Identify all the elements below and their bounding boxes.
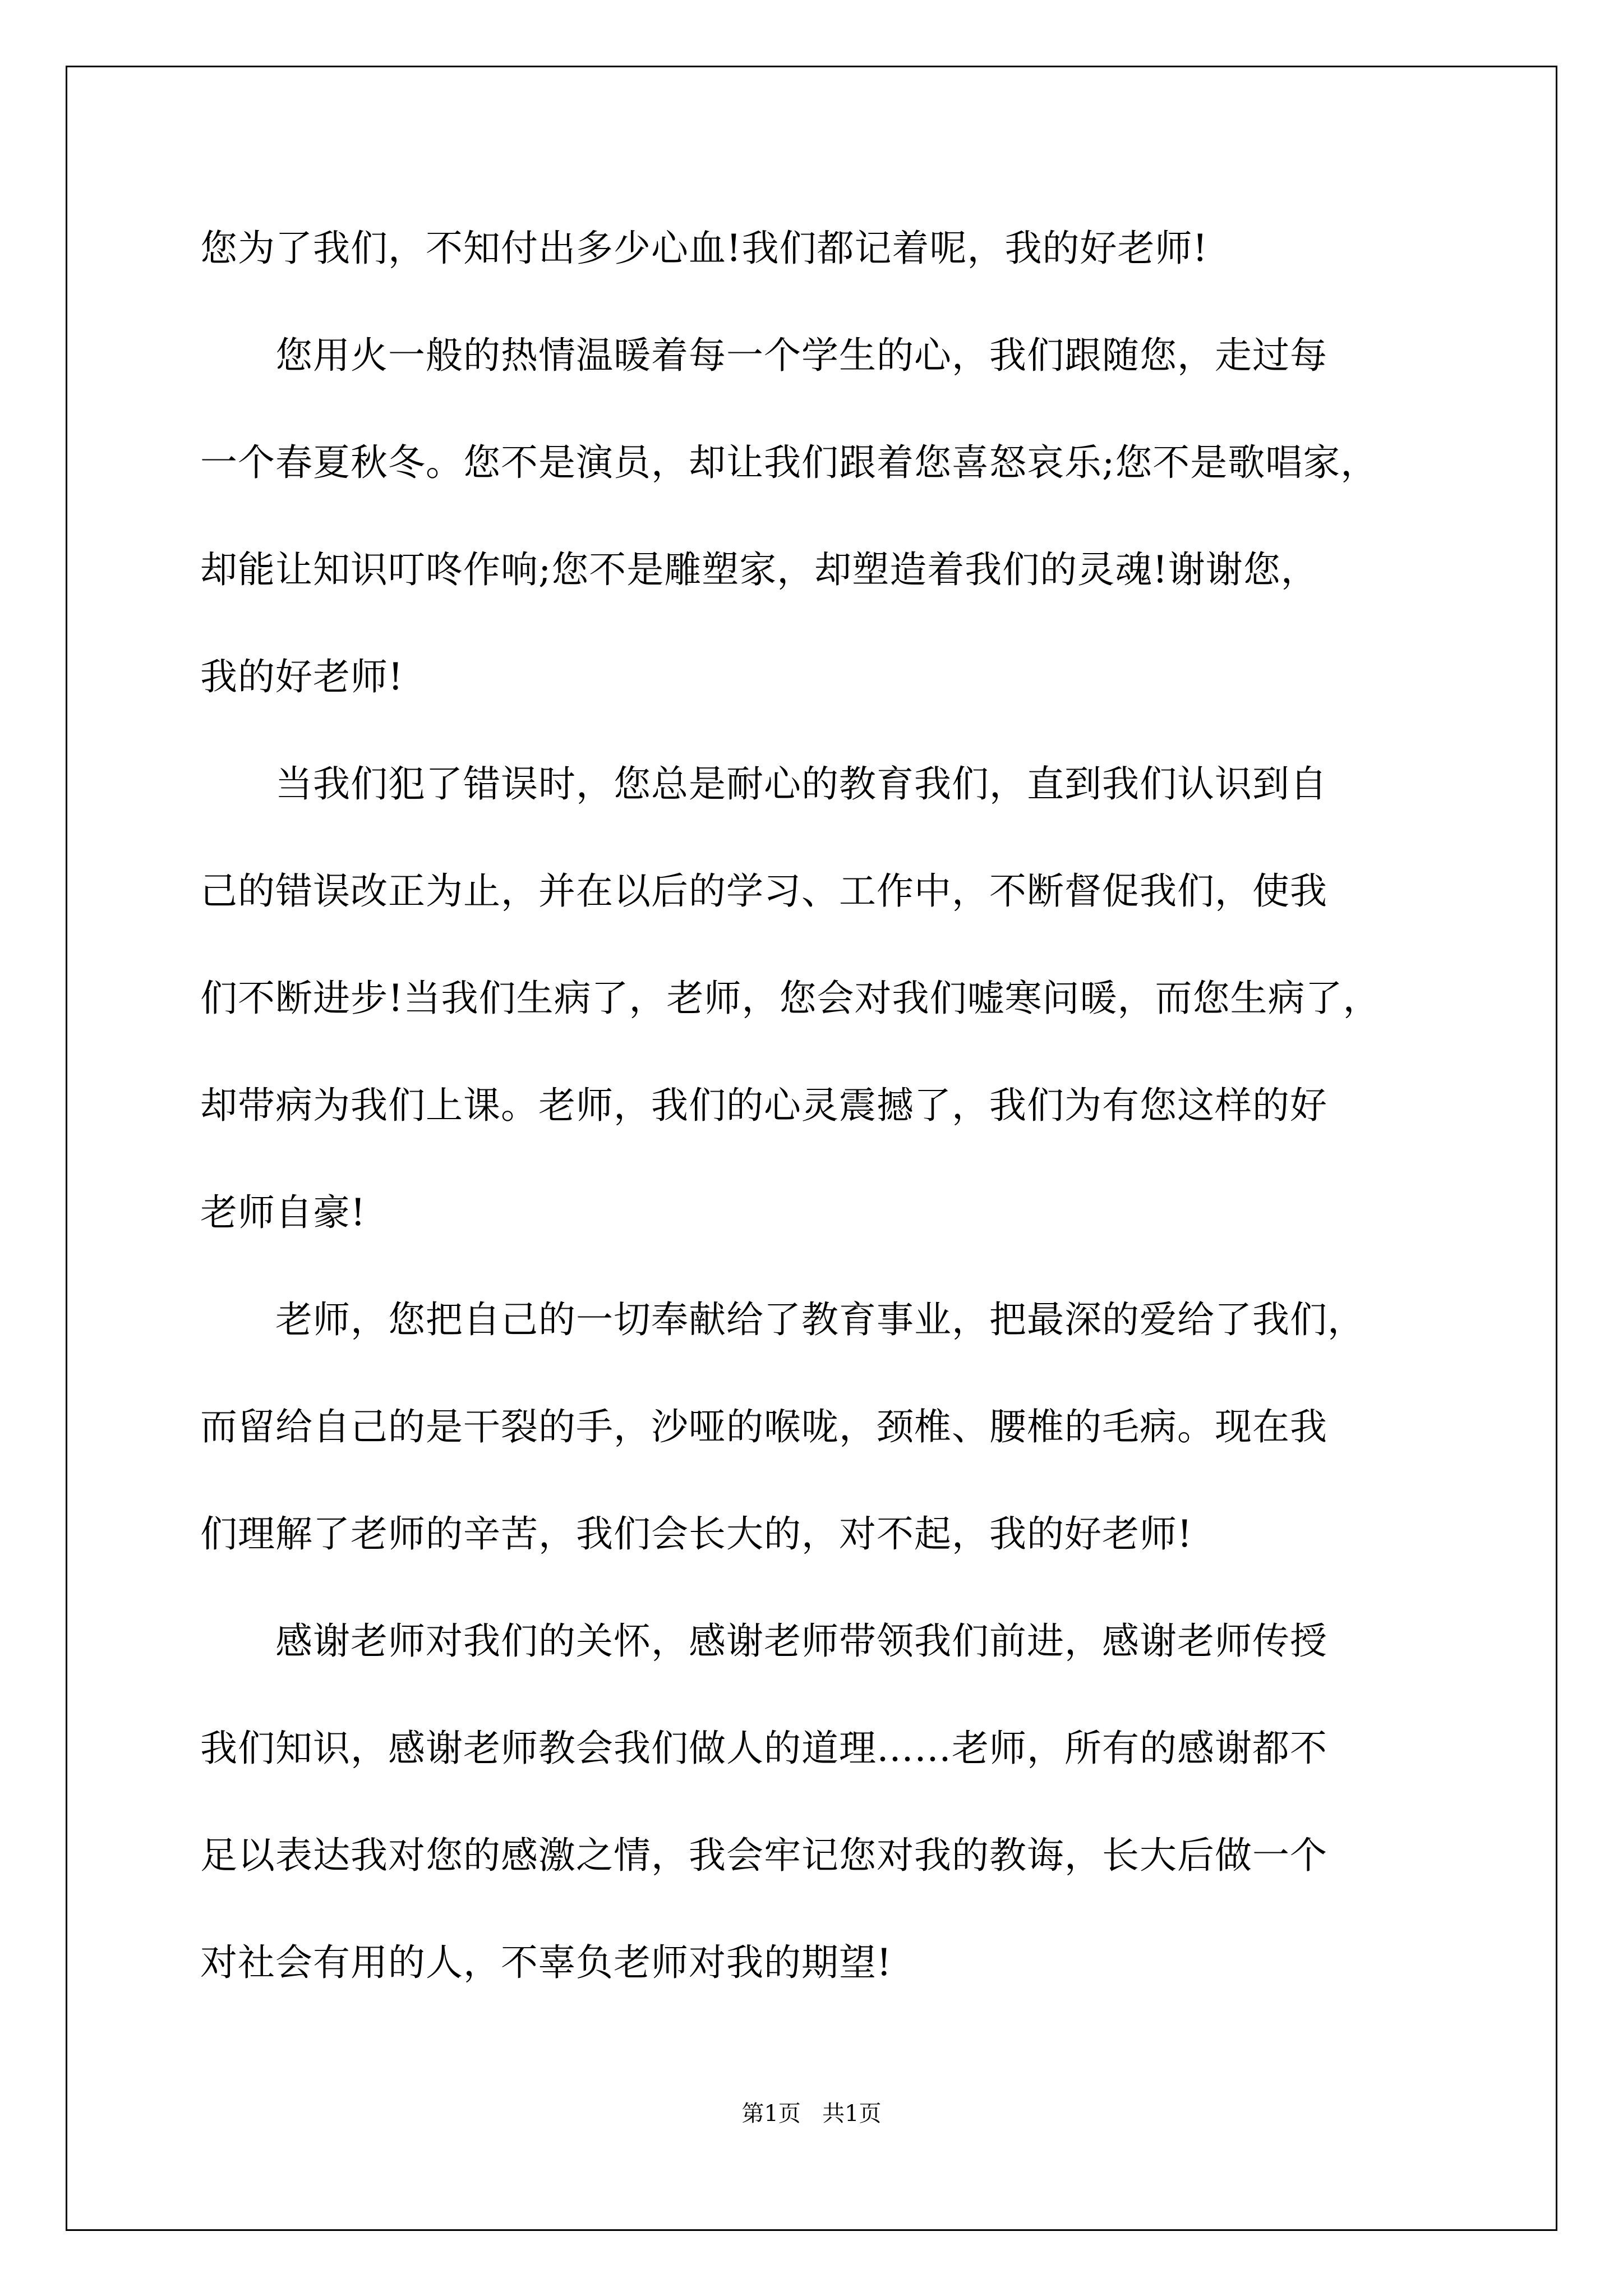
text-line: 老师自豪! <box>200 1191 366 1234</box>
text-line: 老师，您把自己的一切奉献给了教育事业，把最深的爱给了我们， <box>200 1298 1365 1341</box>
text-line: 却带病为我们上课。老师，我们的心灵震撼了，我们为有您这样的好 <box>200 1084 1327 1127</box>
page-number: 第1页 <box>741 2101 801 2127</box>
text-line: 己的错误改正为止，并在以后的学习、工作中，不断督促我们，使我 <box>200 869 1327 913</box>
text-line: 们理解了老师的辛苦，我们会长大的，对不起，我的好老师! <box>200 1512 1193 1556</box>
document-body <box>200 222 1434 2043</box>
text-line: 对社会有用的人，不辜负老师对我的期望! <box>200 1941 892 1984</box>
text-line: 足以表达我对您的感激之情，我会牢记您对我的教诲，长大后做一个 <box>200 1834 1327 1877</box>
text-line: 一个春夏秋冬。您不是演员，却让我们跟着您喜怒哀乐;您不是歌唱家， <box>200 441 1378 484</box>
text-line: 而留给自己的是干裂的手，沙哑的喉咙，颈椎、腰椎的毛病。现在我 <box>200 1405 1327 1448</box>
text-line: 却能让知识叮咚作响;您不是雕塑家，却塑造着我们的灵魂!谢谢您， <box>200 548 1318 591</box>
text-line: 我们知识，感谢老师教会我们做人的道理……老师，所有的感谢都不 <box>200 1727 1327 1770</box>
text-line: 您用火一般的热情温暖着每一个学生的心，我们跟随您，走过每 <box>200 334 1327 377</box>
page-footer <box>0 2100 1623 2128</box>
text-line: 当我们犯了错误时，您总是耐心的教育我们，直到我们认识到自 <box>200 762 1327 806</box>
text-line: 我的好老师! <box>200 655 404 698</box>
text-line: 感谢老师对我们的关怀，感谢老师带领我们前进，感谢老师传授 <box>200 1619 1327 1663</box>
text-line: 们不断进步!当我们生病了，老师，您会对我们嘘寒问暖，而您生病了， <box>200 977 1381 1020</box>
page-total: 共1页 <box>822 2101 882 2127</box>
text-line: 您为了我们，不知付出多少心血!我们都记着呢，我的好老师! <box>200 227 1209 270</box>
